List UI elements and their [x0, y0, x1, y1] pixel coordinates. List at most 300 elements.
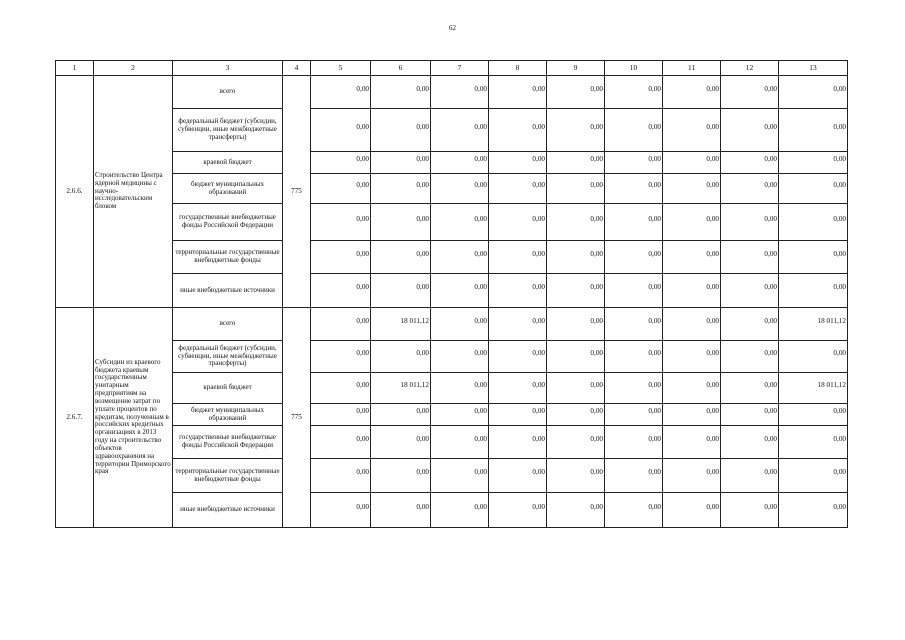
- value-text: 0,00: [706, 349, 719, 358]
- value-cell: [311, 404, 371, 426]
- value-text: 0,00: [648, 380, 661, 389]
- funding-source: федеральный бюджет (субсидии, субвенции, иные межбюджетные трансферты): [173, 341, 283, 373]
- value-text: 0,00: [648, 122, 661, 131]
- value-text: 0,00: [356, 349, 369, 358]
- value-text: 0,00: [416, 283, 429, 292]
- header-cell: 9: [547, 61, 605, 76]
- value-text: 0,00: [474, 122, 487, 131]
- value-text: 0,00: [356, 181, 369, 190]
- value-text: 0,00: [356, 502, 369, 511]
- value-cell: [779, 426, 848, 459]
- value-text: 18 011,12: [817, 316, 846, 325]
- value-text: 0,00: [833, 84, 846, 93]
- value-text: 0,00: [532, 380, 545, 389]
- table-row: [56, 204, 848, 241]
- value-text: 0,00: [356, 155, 369, 164]
- value-cell: [547, 426, 605, 459]
- row-code: 2.6.6.: [56, 76, 94, 308]
- value-text: 0,00: [648, 434, 661, 443]
- value-text: 0,00: [706, 502, 719, 511]
- value-text: 0,00: [532, 181, 545, 190]
- value-cell: [663, 152, 721, 174]
- value-text: 0,00: [833, 468, 846, 477]
- value-text: 0,00: [833, 283, 846, 292]
- value-cell: [431, 493, 489, 528]
- value-text: 0,00: [474, 407, 487, 416]
- value-text: 0,00: [833, 407, 846, 416]
- value-cell: [605, 204, 663, 241]
- value-cell: [547, 341, 605, 373]
- value-text: 0,00: [833, 502, 846, 511]
- value-cell: [605, 174, 663, 204]
- table-row: [56, 152, 848, 174]
- value-text: 0,00: [356, 84, 369, 93]
- value-cell: [431, 109, 489, 152]
- row-name: Строительство Центра ядерной медицины с научно-исследовательским блоком: [94, 76, 173, 308]
- value-text: 0,00: [590, 214, 603, 223]
- value-text: 0,00: [474, 181, 487, 190]
- value-cell: [311, 204, 371, 241]
- value-text: 0,00: [590, 434, 603, 443]
- value-cell: [311, 109, 371, 152]
- value-text: 0,00: [356, 249, 369, 258]
- value-text: 0,00: [590, 249, 603, 258]
- value-text: 0,00: [706, 84, 719, 93]
- value-cell: [721, 204, 779, 241]
- value-cell: [489, 109, 547, 152]
- value-text: 0,00: [590, 155, 603, 164]
- value-cell: [779, 274, 848, 308]
- value-cell: [311, 308, 371, 341]
- table-row: [56, 459, 848, 493]
- value-text: 0,00: [706, 155, 719, 164]
- value-text: 0,00: [764, 316, 777, 325]
- funding-source: государственные внебюджетные фонды Российской Федерации: [173, 204, 283, 241]
- value-text: 0,00: [648, 155, 661, 164]
- value-text: 0,00: [474, 155, 487, 164]
- row-column-4: 775: [283, 308, 311, 528]
- row-name: Субсидии из краевого бюджета краевым государственным унитарным предприятиям на возмещение затрат по уплате процентов по кредитам, полученным в российских кредитных организациях в 2013 году на строительство объектов здравоохранения на территории Приморского края: [94, 308, 173, 528]
- value-cell: [721, 404, 779, 426]
- value-text: 0,00: [833, 122, 846, 131]
- value-text: 0,00: [648, 214, 661, 223]
- funding-source: бюджет муниципальных образований: [173, 174, 283, 204]
- value-cell: [547, 76, 605, 109]
- value-text: 0,00: [356, 122, 369, 131]
- value-cell: [371, 241, 431, 274]
- value-text: 0,00: [764, 468, 777, 477]
- value-text: 0,00: [356, 214, 369, 223]
- value-text: 0,00: [416, 434, 429, 443]
- value-cell: [547, 274, 605, 308]
- value-text: 0,00: [416, 181, 429, 190]
- value-cell: [547, 404, 605, 426]
- value-cell: [431, 174, 489, 204]
- value-text: 0,00: [532, 155, 545, 164]
- value-text: 0,00: [706, 249, 719, 258]
- value-cell: [721, 152, 779, 174]
- value-cell: [605, 426, 663, 459]
- value-text: 0,00: [532, 434, 545, 443]
- value-cell: [721, 459, 779, 493]
- value-text: 0,00: [416, 468, 429, 477]
- value-text: 18 011,12: [400, 316, 429, 325]
- value-text: 0,00: [764, 502, 777, 511]
- header-cell: 1: [56, 61, 94, 76]
- value-text: 0,00: [416, 155, 429, 164]
- value-text: 0,00: [474, 214, 487, 223]
- value-cell: [371, 308, 431, 341]
- value-text: 18 011,12: [817, 380, 846, 389]
- value-text: 0,00: [590, 502, 603, 511]
- value-text: 0,00: [833, 434, 846, 443]
- value-text: 0,00: [532, 249, 545, 258]
- value-cell: [311, 373, 371, 404]
- value-text: 0,00: [590, 181, 603, 190]
- value-text: 0,00: [474, 84, 487, 93]
- value-text: 0,00: [764, 122, 777, 131]
- value-text: 0,00: [474, 283, 487, 292]
- header-cell: 13: [779, 61, 848, 76]
- value-text: 0,00: [474, 316, 487, 325]
- value-cell: [371, 341, 431, 373]
- value-cell: [489, 204, 547, 241]
- value-text: 0,00: [764, 380, 777, 389]
- table-row: [56, 308, 848, 341]
- value-cell: [779, 373, 848, 404]
- value-cell: [721, 493, 779, 528]
- value-cell: [721, 76, 779, 109]
- value-text: 0,00: [833, 349, 846, 358]
- value-cell: [371, 493, 431, 528]
- value-cell: [371, 204, 431, 241]
- value-text: 0,00: [648, 407, 661, 416]
- value-text: 0,00: [590, 316, 603, 325]
- value-cell: [311, 152, 371, 174]
- value-cell: [779, 493, 848, 528]
- value-cell: [431, 274, 489, 308]
- value-cell: [721, 373, 779, 404]
- value-text: 0,00: [648, 349, 661, 358]
- value-text: 0,00: [532, 502, 545, 511]
- row-column-4: 775: [283, 76, 311, 308]
- value-text: 0,00: [764, 407, 777, 416]
- value-text: 0,00: [648, 316, 661, 325]
- value-text: 0,00: [474, 380, 487, 389]
- value-text: 0,00: [590, 349, 603, 358]
- funding-source: территориальные государственные внебюджетные фонды: [173, 459, 283, 493]
- value-cell: [489, 341, 547, 373]
- header-cell: 2: [94, 61, 173, 76]
- value-text: 0,00: [706, 468, 719, 477]
- value-text: 0,00: [474, 434, 487, 443]
- value-cell: [779, 76, 848, 109]
- value-text: 0,00: [764, 434, 777, 443]
- value-text: 0,00: [764, 214, 777, 223]
- value-cell: [371, 152, 431, 174]
- value-cell: [371, 274, 431, 308]
- value-cell: [431, 426, 489, 459]
- value-cell: [489, 174, 547, 204]
- value-text: 0,00: [764, 283, 777, 292]
- value-cell: [663, 459, 721, 493]
- value-cell: [605, 341, 663, 373]
- value-text: 0,00: [532, 283, 545, 292]
- value-cell: [431, 459, 489, 493]
- value-text: 0,00: [416, 502, 429, 511]
- table-row: [56, 109, 848, 152]
- funding-source: государственные внебюджетные фонды Российской Федерации: [173, 426, 283, 459]
- value-text: 0,00: [590, 380, 603, 389]
- value-text: 0,00: [416, 407, 429, 416]
- value-cell: [605, 404, 663, 426]
- funding-source: федеральный бюджет (субсидии, субвенции, иные межбюджетные трансферты): [173, 109, 283, 152]
- value-cell: [779, 459, 848, 493]
- value-cell: [431, 152, 489, 174]
- value-text: 0,00: [356, 380, 369, 389]
- value-cell: [431, 241, 489, 274]
- funding-source: всего: [173, 308, 283, 341]
- value-text: 0,00: [764, 249, 777, 258]
- value-text: 18 011,12: [400, 380, 429, 389]
- funding-source: всего: [173, 76, 283, 109]
- value-cell: [721, 174, 779, 204]
- value-cell: [605, 76, 663, 109]
- value-cell: [311, 426, 371, 459]
- value-text: 0,00: [706, 316, 719, 325]
- value-text: 0,00: [532, 407, 545, 416]
- value-text: 0,00: [706, 214, 719, 223]
- value-cell: [489, 241, 547, 274]
- value-cell: [663, 76, 721, 109]
- header-cell: 12: [721, 61, 779, 76]
- value-cell: [489, 76, 547, 109]
- value-cell: [371, 174, 431, 204]
- value-cell: [721, 426, 779, 459]
- value-cell: [547, 493, 605, 528]
- value-text: 0,00: [532, 122, 545, 131]
- value-text: 0,00: [706, 407, 719, 416]
- value-text: 0,00: [474, 249, 487, 258]
- value-cell: [605, 308, 663, 341]
- value-cell: [431, 373, 489, 404]
- value-cell: [779, 241, 848, 274]
- value-cell: [605, 152, 663, 174]
- value-cell: [547, 152, 605, 174]
- value-cell: [489, 373, 547, 404]
- value-cell: [721, 308, 779, 341]
- value-text: 0,00: [706, 122, 719, 131]
- value-text: 0,00: [590, 468, 603, 477]
- value-text: 0,00: [648, 84, 661, 93]
- value-cell: [663, 404, 721, 426]
- value-cell: [663, 241, 721, 274]
- funding-source: краевой бюджет: [173, 152, 283, 174]
- value-cell: [721, 341, 779, 373]
- value-text: 0,00: [356, 316, 369, 325]
- value-cell: [779, 404, 848, 426]
- value-cell: [311, 241, 371, 274]
- table-row: [56, 404, 848, 426]
- value-text: 0,00: [706, 283, 719, 292]
- value-cell: [663, 426, 721, 459]
- value-cell: [779, 109, 848, 152]
- value-cell: [547, 373, 605, 404]
- budget-table: [55, 60, 848, 528]
- value-cell: [605, 373, 663, 404]
- value-cell: [663, 204, 721, 241]
- header-cell: 11: [663, 61, 721, 76]
- value-text: 0,00: [706, 434, 719, 443]
- value-text: 0,00: [532, 316, 545, 325]
- value-cell: [547, 204, 605, 241]
- value-cell: [663, 109, 721, 152]
- table-row: [56, 76, 848, 109]
- table-row: [56, 241, 848, 274]
- value-cell: [371, 373, 431, 404]
- value-text: 0,00: [474, 468, 487, 477]
- value-cell: [371, 109, 431, 152]
- value-text: 0,00: [416, 349, 429, 358]
- value-cell: [311, 459, 371, 493]
- value-text: 0,00: [590, 283, 603, 292]
- header-cell: 4: [283, 61, 311, 76]
- value-cell: [721, 274, 779, 308]
- value-cell: [431, 404, 489, 426]
- value-cell: [721, 109, 779, 152]
- value-text: 0,00: [474, 502, 487, 511]
- value-text: 0,00: [648, 468, 661, 477]
- header-cell: 8: [489, 61, 547, 76]
- header-cell: 10: [605, 61, 663, 76]
- value-text: 0,00: [648, 502, 661, 511]
- value-cell: [663, 373, 721, 404]
- value-text: 0,00: [590, 84, 603, 93]
- value-text: 0,00: [833, 249, 846, 258]
- header-cell: 7: [431, 61, 489, 76]
- value-text: 0,00: [764, 155, 777, 164]
- value-text: 0,00: [356, 407, 369, 416]
- funding-source: бюджет муниципальных образований: [173, 404, 283, 426]
- value-text: 0,00: [474, 349, 487, 358]
- value-cell: [605, 241, 663, 274]
- value-cell: [489, 426, 547, 459]
- value-cell: [431, 341, 489, 373]
- value-cell: [489, 404, 547, 426]
- value-cell: [431, 204, 489, 241]
- value-cell: [431, 76, 489, 109]
- value-text: 0,00: [416, 84, 429, 93]
- value-cell: [663, 308, 721, 341]
- value-cell: [779, 152, 848, 174]
- value-cell: [779, 341, 848, 373]
- header-cell: 5: [311, 61, 371, 76]
- value-cell: [547, 308, 605, 341]
- value-cell: [489, 152, 547, 174]
- value-text: 0,00: [532, 84, 545, 93]
- value-cell: [663, 174, 721, 204]
- value-text: 0,00: [532, 214, 545, 223]
- value-text: 0,00: [532, 349, 545, 358]
- value-cell: [371, 459, 431, 493]
- value-cell: [779, 204, 848, 241]
- value-text: 0,00: [416, 249, 429, 258]
- value-cell: [605, 109, 663, 152]
- value-cell: [779, 308, 848, 341]
- value-text: 0,00: [764, 84, 777, 93]
- value-cell: [311, 76, 371, 109]
- table-row: [56, 493, 848, 528]
- value-text: 0,00: [356, 468, 369, 477]
- value-cell: [431, 308, 489, 341]
- funding-source: краевой бюджет: [173, 373, 283, 404]
- table-row: [56, 174, 848, 204]
- value-cell: [547, 459, 605, 493]
- value-text: 0,00: [590, 122, 603, 131]
- funding-source: иные внебюджетные источники: [173, 493, 283, 528]
- value-text: 0,00: [590, 407, 603, 416]
- value-cell: [311, 341, 371, 373]
- table-row: [56, 426, 848, 459]
- value-cell: [605, 459, 663, 493]
- value-text: 0,00: [532, 468, 545, 477]
- value-text: 0,00: [764, 349, 777, 358]
- header-row: [56, 61, 848, 76]
- value-cell: [547, 174, 605, 204]
- value-cell: [605, 493, 663, 528]
- value-text: 0,00: [356, 283, 369, 292]
- value-cell: [371, 426, 431, 459]
- value-text: 0,00: [706, 380, 719, 389]
- value-cell: [721, 241, 779, 274]
- table-row: [56, 373, 848, 404]
- value-cell: [605, 274, 663, 308]
- value-cell: [311, 174, 371, 204]
- value-text: 0,00: [648, 181, 661, 190]
- value-cell: [779, 174, 848, 204]
- value-text: 0,00: [833, 214, 846, 223]
- header-cell: 6: [371, 61, 431, 76]
- value-cell: [311, 274, 371, 308]
- value-cell: [547, 109, 605, 152]
- row-code: 2.6.7.: [56, 308, 94, 528]
- value-cell: [371, 404, 431, 426]
- value-text: 0,00: [764, 181, 777, 190]
- value-text: 0,00: [648, 283, 661, 292]
- value-text: 0,00: [833, 155, 846, 164]
- value-cell: [489, 459, 547, 493]
- funding-source: иные внебюджетные источники: [173, 274, 283, 308]
- header-cell: 3: [173, 61, 283, 76]
- value-text: 0,00: [416, 214, 429, 223]
- value-cell: [663, 341, 721, 373]
- value-cell: [663, 274, 721, 308]
- value-cell: [489, 493, 547, 528]
- value-cell: [311, 493, 371, 528]
- funding-source: территориальные государственные внебюджетные фонды: [173, 241, 283, 274]
- value-cell: [489, 308, 547, 341]
- value-cell: [663, 493, 721, 528]
- page-number: 62: [449, 24, 456, 32]
- value-text: 0,00: [706, 181, 719, 190]
- value-cell: [547, 241, 605, 274]
- value-text: 0,00: [356, 434, 369, 443]
- table-row: [56, 274, 848, 308]
- value-text: 0,00: [416, 122, 429, 131]
- table-row: [56, 341, 848, 373]
- value-text: 0,00: [833, 181, 846, 190]
- value-cell: [371, 76, 431, 109]
